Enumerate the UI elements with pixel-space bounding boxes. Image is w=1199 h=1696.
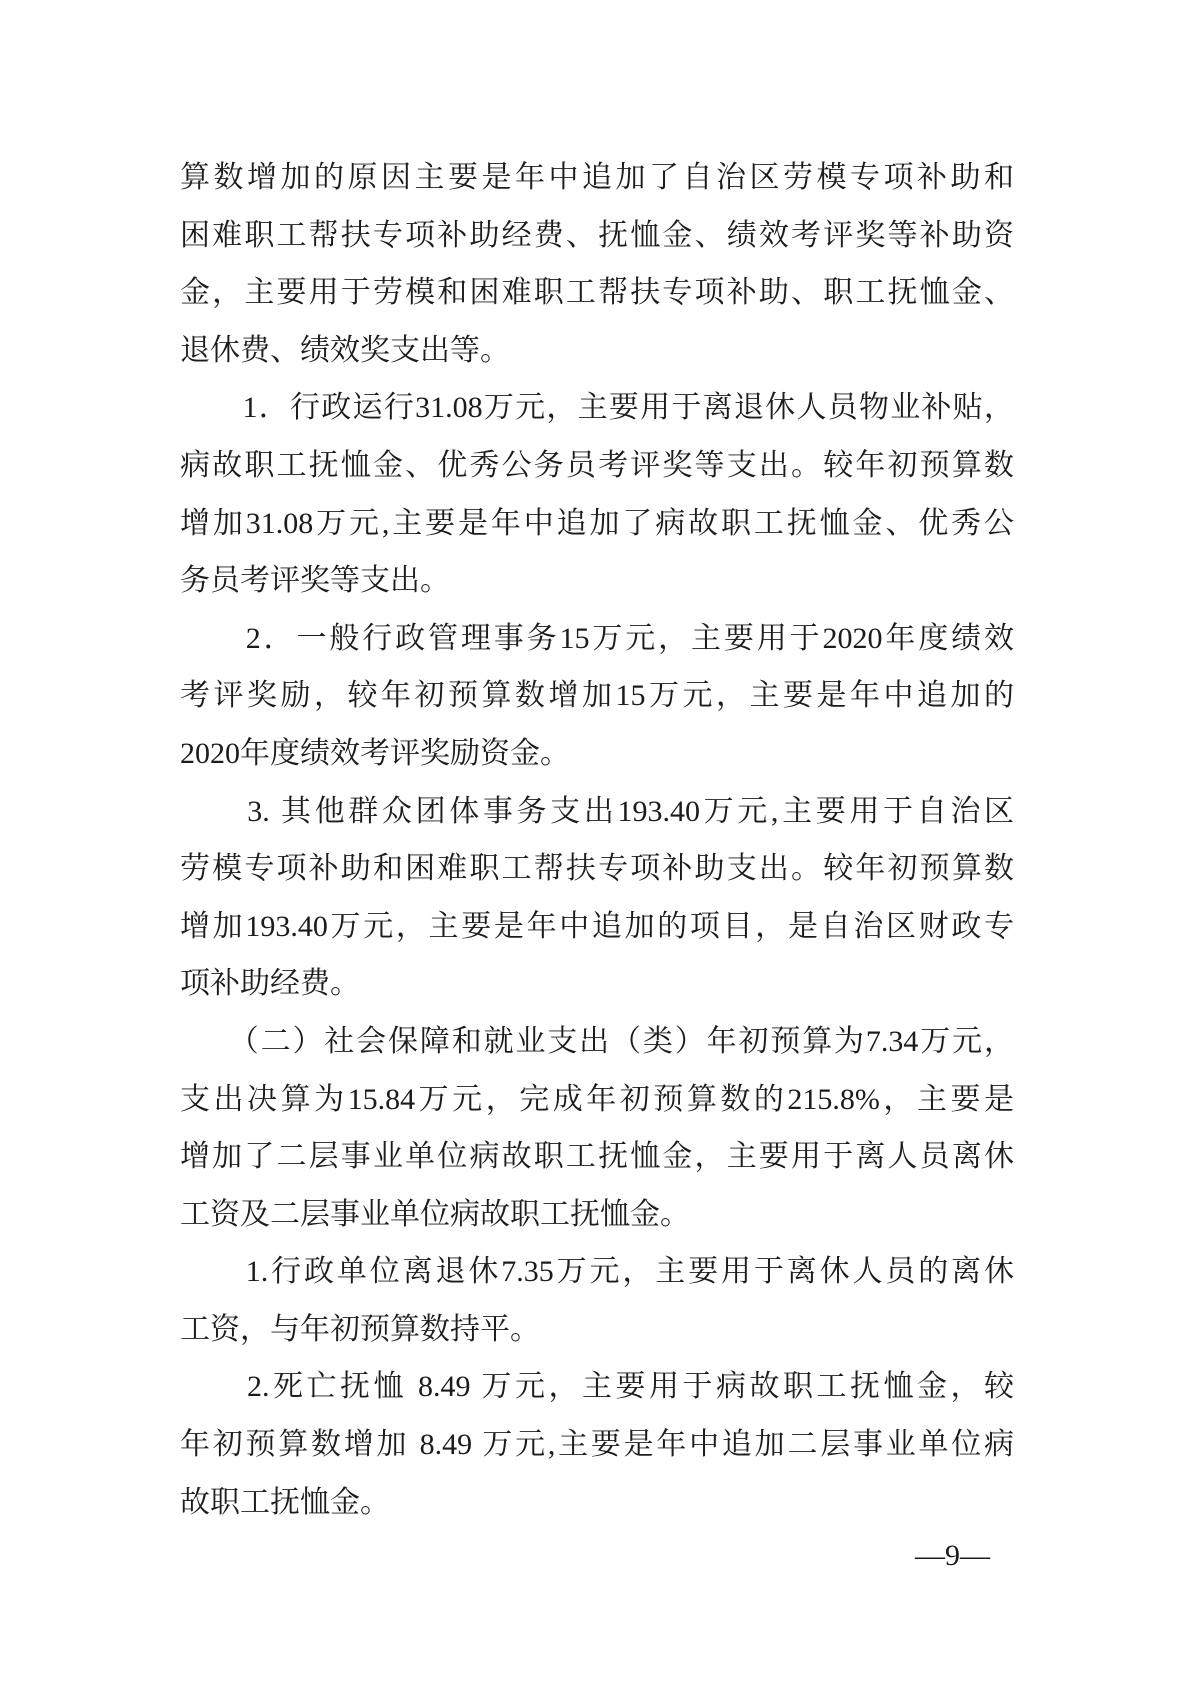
text-line: 增加193.40万元，主要是年中追加的项目，是自治区财政专 <box>180 909 1014 943</box>
text-line: 病故职工抚恤金、优秀公务员考评奖等支出。较年初预算数 <box>180 448 1014 482</box>
text-line: 金，主要用于劳模和困难职工帮扶专项补助、职工抚恤金、 <box>180 276 1014 310</box>
text-line: 1.行政单位离退休7.35万元，主要用于离休人员的离休 <box>180 1255 1014 1289</box>
text-line: 困难职工帮扶专项补助经费、抚恤金、绩效考评奖等补助资 <box>180 218 1014 252</box>
text-line: 务员考评奖等支出。 <box>180 564 450 598</box>
text-line: 故职工抚恤金。 <box>180 1485 390 1519</box>
paragraph <box>180 149 1014 379</box>
text-line: 增加了二层事业单位病故职工抚恤金，主要用于离人员离休 <box>180 1140 1014 1174</box>
paragraph <box>180 1013 1014 1243</box>
text-line: 支出决算为15.84万元，完成年初预算数的215.8%，主要是 <box>180 1082 1014 1116</box>
text-line: 退休费、绩效奖支出等。 <box>180 333 510 367</box>
page-number: —9— <box>915 1539 990 1573</box>
paragraph <box>180 1358 1014 1531</box>
text-line: 3. 其他群众团体事务支出193.40万元,主要用于自治区 <box>180 794 1014 828</box>
text-line: 算数增加的原因主要是年中追加了自治区劳模专项补助和 <box>180 161 1014 194</box>
text-line: 2．一般行政管理事务15万元，主要用于2020年度绩效 <box>180 621 1014 655</box>
text-line: 项补助经费。 <box>180 967 360 1001</box>
text-line: （二）社会保障和就业支出（类）年初预算为7.34万元， <box>180 1024 1014 1058</box>
text-line: 劳模专项补助和困难职工帮扶专项补助支出。较年初预算数 <box>180 852 1014 886</box>
text-line: 2.死亡抚恤 8.49 万元，主要用于病故职工抚恤金，较 <box>180 1370 1014 1404</box>
text-line: 年初预算数增加 8.49 万元,主要是年中追加二层事业单位病 <box>180 1428 1014 1462</box>
text-line: 1．行政运行31.08万元，主要用于离退休人员物业补贴， <box>180 391 1014 425</box>
text-line: 考评奖励，较年初预算数增加15万元，主要是年中追加的 <box>180 679 1014 713</box>
text-line: 增加31.08万元,主要是年中追加了病故职工抚恤金、优秀公 <box>180 506 1014 540</box>
text-line: 2020年度绩效考评奖励资金。 <box>180 736 570 770</box>
text-line: 工资及二层事业单位病故职工抚恤金。 <box>180 1197 690 1231</box>
paragraph <box>180 379 1014 609</box>
paragraph <box>180 610 1014 783</box>
paragraph <box>180 783 1014 1013</box>
text-line: 工资，与年初预算数持平。 <box>180 1312 540 1346</box>
paragraph <box>180 1243 1014 1358</box>
